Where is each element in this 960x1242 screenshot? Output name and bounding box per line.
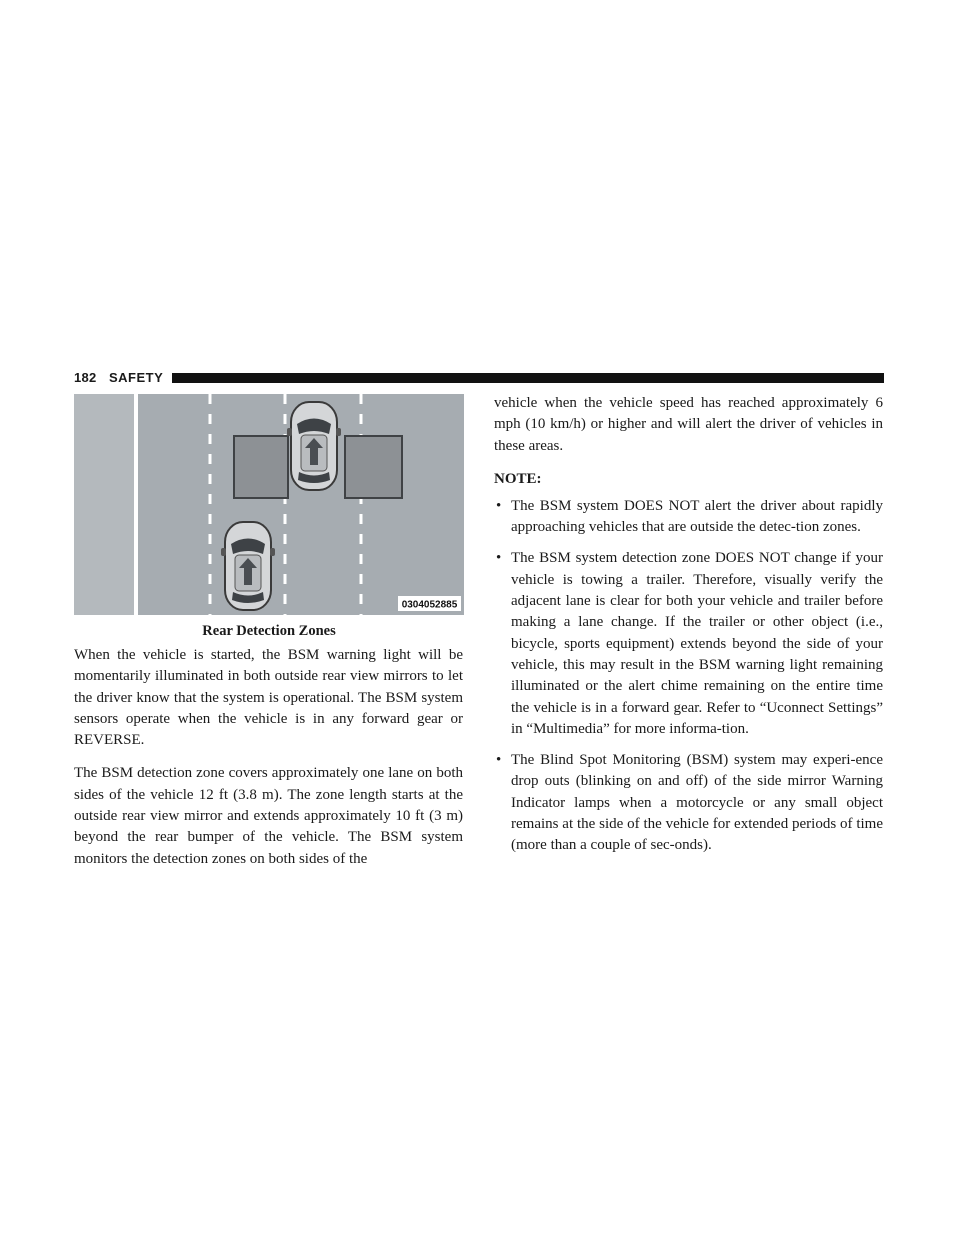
paragraph-continued: vehicle when the vehicle speed has reached approximately 6 mph (10 km/h) or higher and will alert the driver of vehicles in these areas.	[494, 395, 883, 454]
figure-caption: Rear Detection Zones	[202, 623, 336, 639]
bullet-icon: •	[496, 497, 502, 514]
bullet-icon: •	[496, 752, 502, 769]
note-item	[494, 496, 883, 539]
note-item-text: The BSM system DOES NOT alert the driver about rapidly approaching vehicles that are outside the detec-tion zones.	[511, 497, 883, 536]
note-item-text: The Blind Spot Monitoring (BSM) system may experi-ence drop outs (blinking on and off) of the side mirror Warning Indicator lamps when a motorcycle or any small object remains at the side of the vehicle for extended periods of time (more than a couple of sec-onds).	[511, 752, 883, 854]
note-item-text: The BSM system detection zone DOES NOT change if your vehicle is towing a trailer. Therefore, visually verify the adjacent lane is clear for both your vehicle and trailer before making a lane change. If the trailer or other object (i.e., bicycle, sports equipment) extends beyond the side of your vehicle, this may result in the BSM warning light remaining illuminated or the alert chime remaining on the entire time the vehicle is in a forward gear. Refer to “Uconnect Settings” in “Multimedia” for more informa-tion.	[511, 550, 883, 737]
page-header	[74, 369, 884, 387]
left-column	[74, 645, 463, 882]
paragraph-bsm-startup: When the vehicle is started, the BSM warning light will be momentarily illuminated in both outside rear view mirrors to let the driver know that the system is operational. The BSM system sensors operate when the vehicle is in any forward gear or REVERSE.	[74, 647, 463, 749]
section-title: SAFETY	[109, 370, 164, 385]
rear-detection-zones-figure	[74, 394, 464, 615]
note-item	[494, 548, 883, 740]
note-heading: NOTE:	[494, 470, 542, 487]
page-number: 182	[74, 370, 97, 385]
note-item	[494, 750, 883, 856]
note-list	[494, 496, 883, 857]
bullet-icon: •	[496, 550, 502, 567]
figure-code: 0304052885	[401, 599, 458, 611]
right-column	[494, 393, 883, 867]
paragraph-bsm-zone: The BSM detection zone covers approximately one lane on both sides of the vehicle 12 ft (3.8 m). The zone length starts at the outside rear view mirror and extends approximately 10 ft (3 m) beyond the rear bumper of the vehicle. The BSM system monitors the detection zones on both sides of the	[74, 765, 463, 867]
header-rule	[172, 373, 884, 383]
